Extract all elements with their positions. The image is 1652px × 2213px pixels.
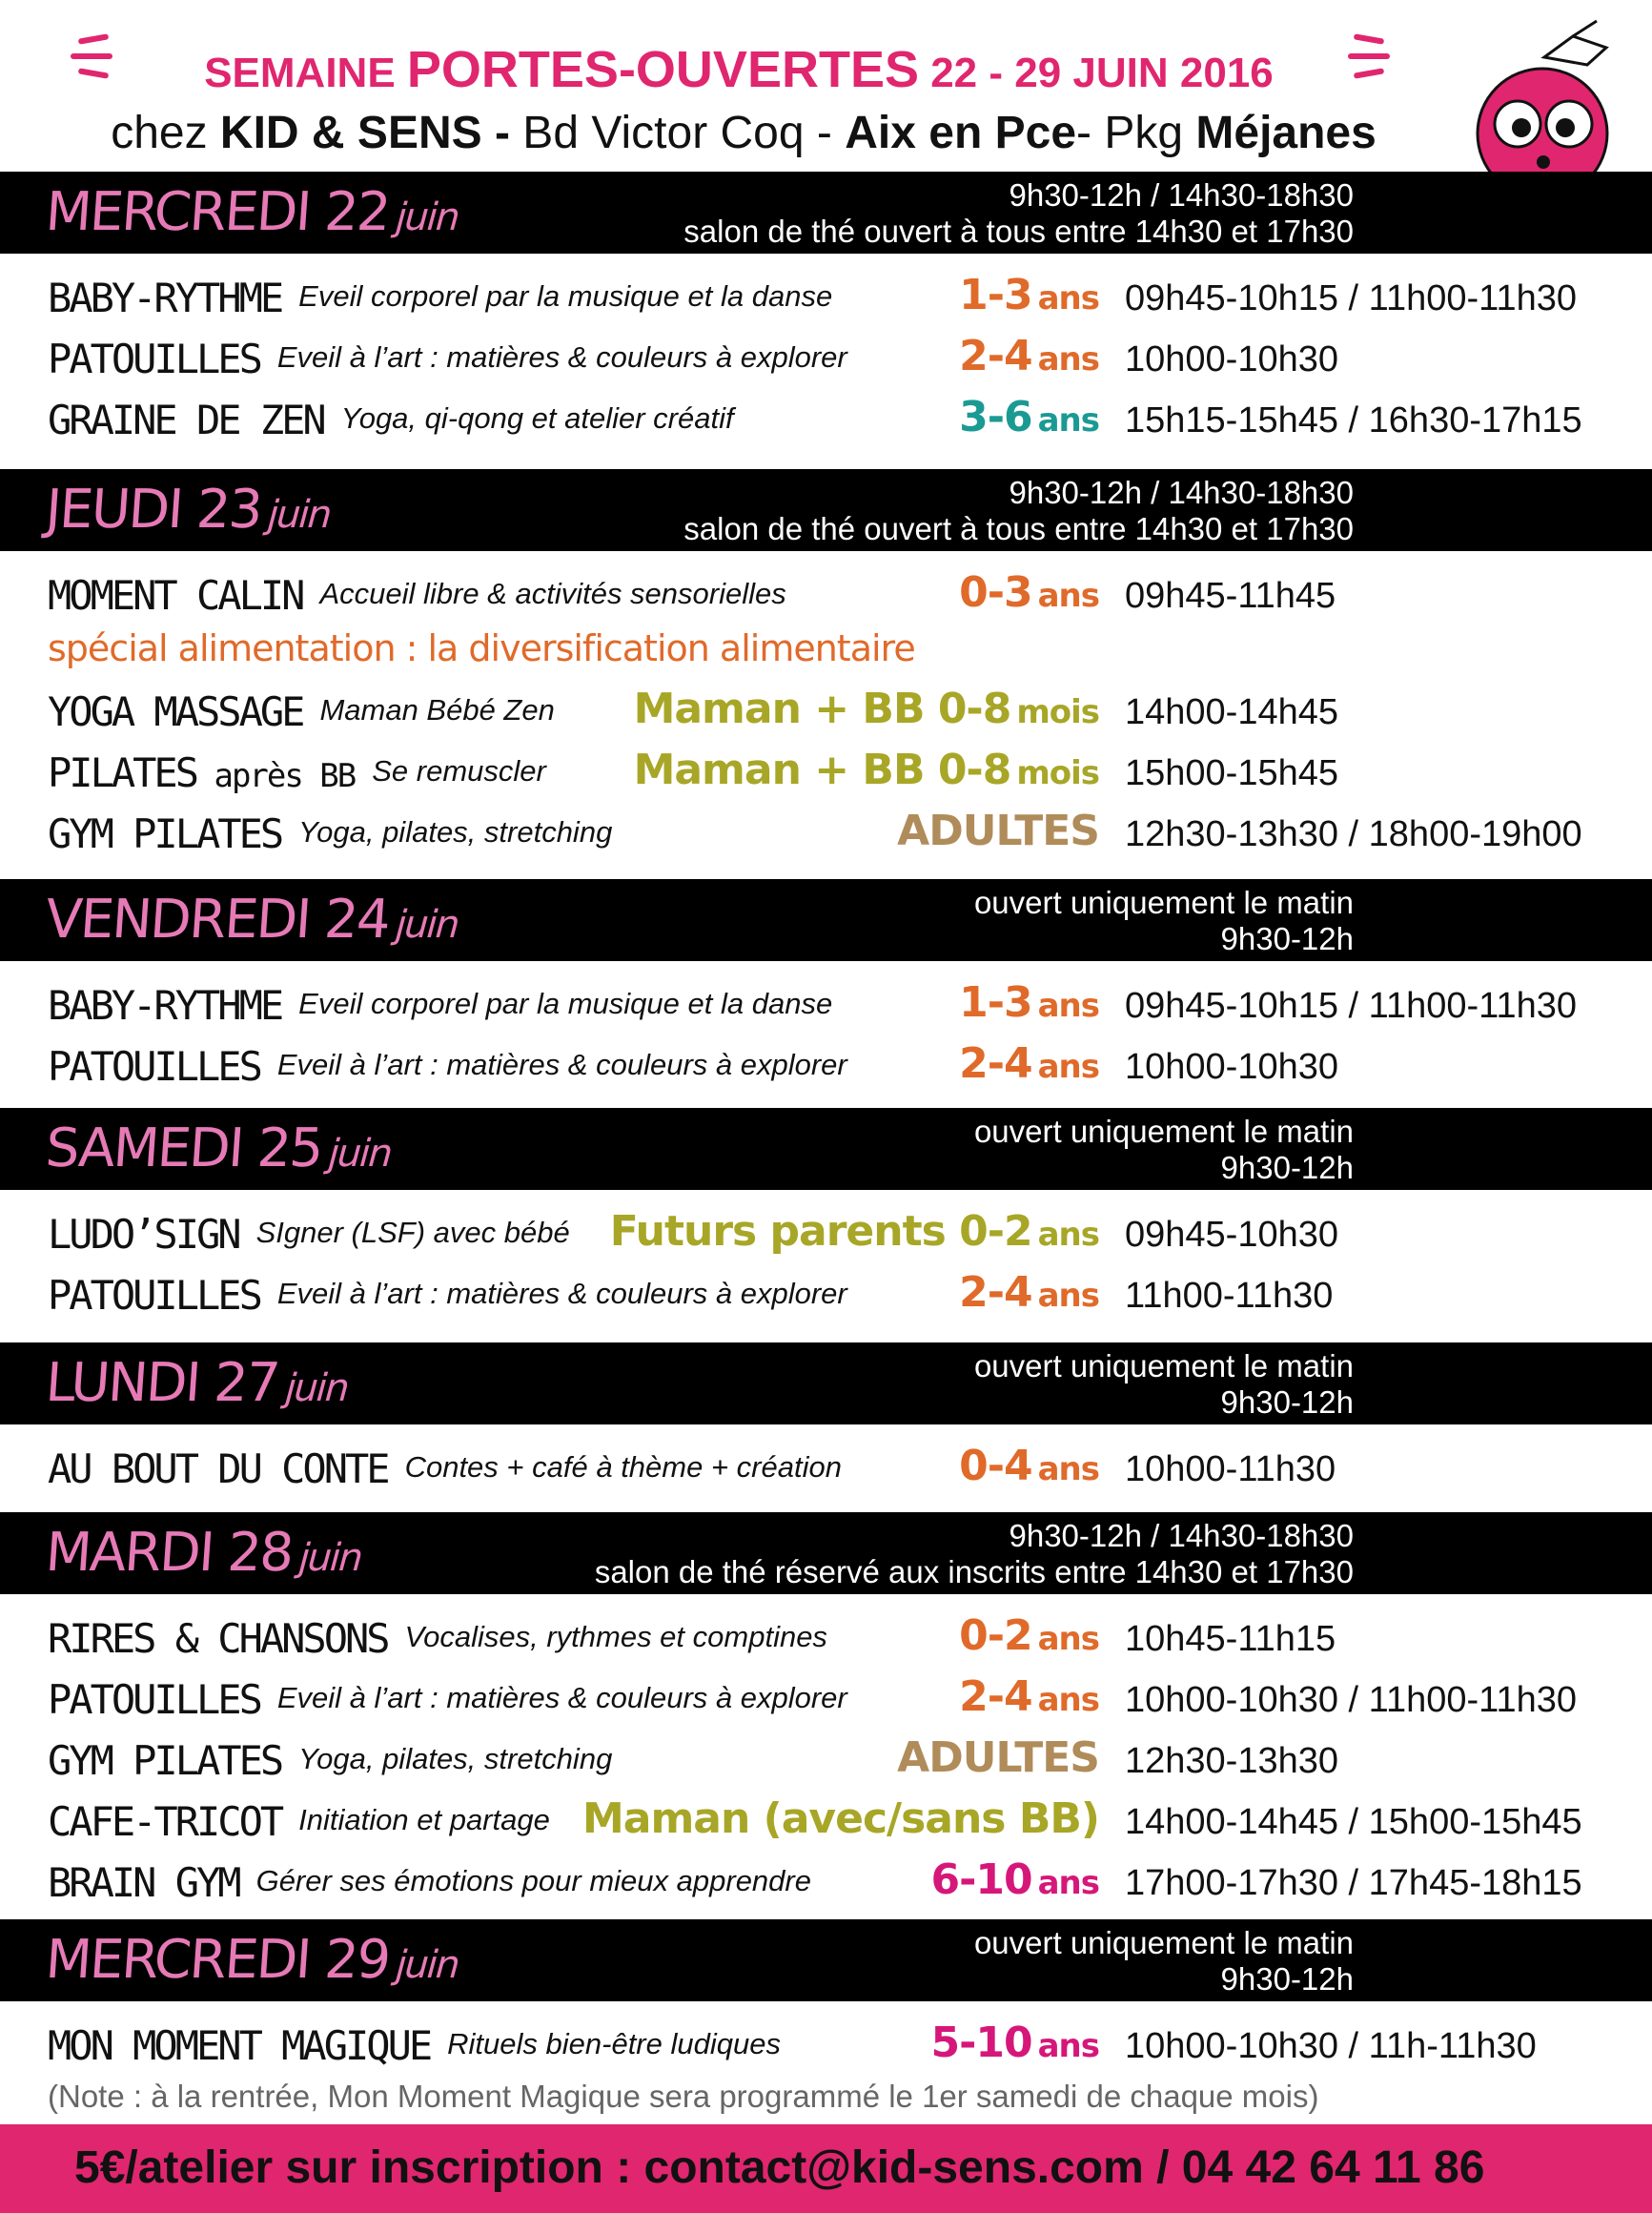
time-slot: 11h00-11h30 <box>1125 1276 1334 1316</box>
time-slot: 09h45-10h30 <box>1125 1215 1338 1255</box>
decorative-dash <box>78 68 110 78</box>
address-parking: Pkg <box>1104 108 1196 158</box>
activity-name: GRAINE DE ZEN Yoga, qi-qong et atelier créatif <box>48 397 734 443</box>
day-section-mercredi-29 <box>0 1919 1652 2076</box>
activity-row <box>0 974 1652 1035</box>
activity-name: PATOUILLES Eveil à l’art : matières & couleurs à explorer <box>48 1272 847 1319</box>
title-dates: 22 - 29 JUIN 2016 <box>918 50 1274 96</box>
age-range: 2-4 ans <box>959 1672 1099 1721</box>
activity-row <box>0 1852 1652 1913</box>
day-header-band <box>0 1919 1652 2001</box>
activity-row <box>0 1730 1652 1791</box>
age-range: 0-4 ans <box>959 1442 1099 1490</box>
brand-name: KID & SENS <box>219 108 482 158</box>
day-title: LUNDI 27juin <box>43 1352 350 1414</box>
special-theme-row <box>0 625 1652 681</box>
activity-row <box>0 1203 1652 1264</box>
day-hours: ouvert uniquement le matin 9h30-12h <box>973 1925 1354 1997</box>
day-title: MERCREDI 29juin <box>43 1929 460 1991</box>
age-range: Maman (avec/sans BB) <box>581 1794 1099 1843</box>
activity-name: PATOUILLES Eveil à l’art : matières & couleurs à explorer <box>48 336 847 382</box>
age-range: 3-6 ans <box>959 393 1099 441</box>
day-hours: ouvert uniquement le matin 9h30-12h <box>973 1348 1354 1420</box>
time-slot: 15h15-15h45 / 16h30-17h15 <box>1125 400 1582 441</box>
activity-name: CAFE-TRICOT Initiation et partage <box>48 1798 550 1845</box>
age-range: ADULTES <box>897 1733 1099 1782</box>
activity-name: LUDO’SIGN SIgner (LSF) avec bébé <box>48 1211 570 1258</box>
activity-name: MOMENT CALIN Accueil libre & activités sensorielles <box>48 572 786 619</box>
day-title: MERCREDI 22juin <box>43 181 460 243</box>
activity-name: PILATES après BB Se remuscler <box>48 749 546 796</box>
decorative-dash <box>1354 68 1385 78</box>
address-line <box>48 107 1439 159</box>
age-range: 1-3 ans <box>959 978 1099 1027</box>
activity-name: YOGA MASSAGE Maman Bébé Zen <box>48 688 555 735</box>
address-city: Aix en Pce <box>845 108 1077 158</box>
page-title <box>143 40 1335 99</box>
activity-row <box>0 1438 1652 1499</box>
activity-name: PATOUILLES Eveil à l’art : matières & couleurs à explorer <box>48 1676 847 1723</box>
title-main: PORTES-OUVERTES <box>406 41 919 98</box>
time-slot: 10h00-10h30 <box>1125 339 1338 379</box>
note-text: (Note : à la rentrée, Mon Moment Magique sera programmé le 1er samedi de chaque mois) <box>48 2079 1319 2114</box>
address-separator: - <box>1076 108 1105 158</box>
address-separator: - <box>804 108 846 158</box>
decorative-dash <box>78 33 110 44</box>
day-hours: ouvert uniquement le matin 9h30-12h <box>973 885 1354 956</box>
footer-contact: 5€/atelier sur inscription : contact@kid-sens.com / 04 42 64 11 86 <box>74 2142 1485 2193</box>
special-theme: spécial alimentation : la diversification alimentaire <box>48 627 915 669</box>
time-slot: 09h45-11h45 <box>1125 576 1336 616</box>
age-range: ADULTES <box>897 807 1099 855</box>
activity-row <box>0 1264 1652 1325</box>
activity-row <box>0 328 1652 389</box>
time-slot: 15h00-15h45 <box>1125 753 1338 793</box>
activity-name: BABY-RYTHME Eveil corporel par la musique et la danse <box>48 982 833 1029</box>
activity-row <box>0 681 1652 742</box>
day-title: MARDI 28juin <box>43 1522 363 1584</box>
activity-row <box>0 803 1652 864</box>
age-range: 1-3 ans <box>959 271 1099 319</box>
age-range: Futurs parents 0-2 ans <box>609 1207 1099 1256</box>
day-hours: 9h30-12h / 14h30-18h30 salon de thé réservé aux inscrits entre 14h30 et 17h30 <box>594 1518 1354 1589</box>
day-header-band <box>0 469 1652 551</box>
header <box>0 0 1652 172</box>
day-header-band <box>0 1108 1652 1190</box>
address-separator: - <box>481 108 523 158</box>
day-header-band <box>0 172 1652 254</box>
day-section-mercredi-22 <box>0 172 1652 450</box>
day-section-jeudi-23 <box>0 469 1652 864</box>
activity-name: BRAIN GYM Gérer ses émotions pour mieux apprendre <box>48 1859 811 1906</box>
day-section-lundi-27 <box>0 1342 1652 1499</box>
activity-row <box>0 267 1652 328</box>
address-parking-name: Méjanes <box>1195 108 1377 158</box>
time-slot: 10h00-10h30 <box>1125 1047 1338 1087</box>
day-title: VENDREDI 24juin <box>43 889 459 951</box>
decorative-dash <box>1348 53 1390 59</box>
age-range: 2-4 ans <box>959 332 1099 380</box>
time-slot: 17h00-17h30 / 17h45-18h15 <box>1125 1863 1582 1903</box>
day-section-samedi-25 <box>0 1108 1652 1325</box>
day-title: SAMEDI 25juin <box>43 1117 393 1179</box>
time-slot: 12h30-13h30 / 18h00-19h00 <box>1125 814 1582 854</box>
address-chez: chez <box>111 108 220 158</box>
activity-row <box>0 1608 1652 1669</box>
activity-row <box>0 1669 1652 1730</box>
activity-name: GYM PILATES Yoga, pilates, stretching <box>48 1737 613 1784</box>
activity-row <box>0 1791 1652 1852</box>
day-hours: 9h30-12h / 14h30-18h30 salon de thé ouvert à tous entre 14h30 et 17h30 <box>683 475 1354 546</box>
activity-row <box>0 1035 1652 1096</box>
time-slot: 09h45-10h15 / 11h00-11h30 <box>1125 278 1578 318</box>
activity-row <box>0 564 1652 625</box>
activity-name: RIRES & CHANSONS Vocalises, rythmes et comptines <box>48 1615 827 1662</box>
day-title: JEUDI 23juin <box>43 479 332 541</box>
day-hours: ouvert uniquement le matin 9h30-12h <box>973 1114 1354 1185</box>
day-hours: 9h30-12h / 14h30-18h30 salon de thé ouvert à tous entre 14h30 et 17h30 <box>683 177 1354 249</box>
address-street: Bd Victor Coq <box>522 108 805 158</box>
age-range: 2-4 ans <box>959 1039 1099 1088</box>
activity-name: AU BOUT DU CONTE Contes + café à thème + création <box>48 1445 842 1492</box>
decorative-dash <box>71 53 112 59</box>
footer-banner <box>0 2124 1652 2213</box>
time-slot: 12h30-13h30 <box>1125 1741 1338 1781</box>
activity-row <box>0 389 1652 450</box>
time-slot: 10h00-10h30 / 11h00-11h30 <box>1125 1680 1578 1720</box>
time-slot: 14h00-14h45 / 15h00-15h45 <box>1125 1802 1582 1842</box>
age-range: 5-10 ans <box>930 2018 1099 2067</box>
day-header-band <box>0 879 1652 961</box>
age-range: Maman + BB 0-8 mois <box>633 685 1099 733</box>
activity-name: PATOUILLES Eveil à l’art : matières & couleurs à explorer <box>48 1043 847 1090</box>
activity-row <box>0 2015 1652 2076</box>
age-range: 0-2 ans <box>959 1611 1099 1660</box>
age-range: Maman + BB 0-8 mois <box>633 746 1099 794</box>
time-slot: 10h45-11h15 <box>1125 1619 1336 1659</box>
age-range: 6-10 ans <box>930 1855 1099 1904</box>
activity-name: BABY-RYTHME Eveil corporel par la musique et la danse <box>48 275 833 321</box>
age-range: 0-3 ans <box>959 568 1099 617</box>
day-header-band <box>0 1512 1652 1594</box>
decorative-dash <box>1354 33 1385 44</box>
time-slot: 10h00-10h30 / 11h-11h30 <box>1125 2026 1537 2066</box>
time-slot: 14h00-14h45 <box>1125 692 1338 732</box>
day-section-mardi-28 <box>0 1512 1652 1913</box>
activity-row <box>0 742 1652 803</box>
day-header-band <box>0 1342 1652 1424</box>
day-section-vendredi-24 <box>0 879 1652 1096</box>
activity-name: MON MOMENT MAGIQUE Rituels bien-être ludiques <box>48 2022 781 2069</box>
age-range: 2-4 ans <box>959 1268 1099 1317</box>
time-slot: 10h00-11h30 <box>1125 1449 1336 1489</box>
activity-name: GYM PILATES Yoga, pilates, stretching <box>48 810 613 857</box>
time-slot: 09h45-10h15 / 11h00-11h30 <box>1125 986 1578 1026</box>
title-prefix: SEMAINE <box>204 50 407 96</box>
